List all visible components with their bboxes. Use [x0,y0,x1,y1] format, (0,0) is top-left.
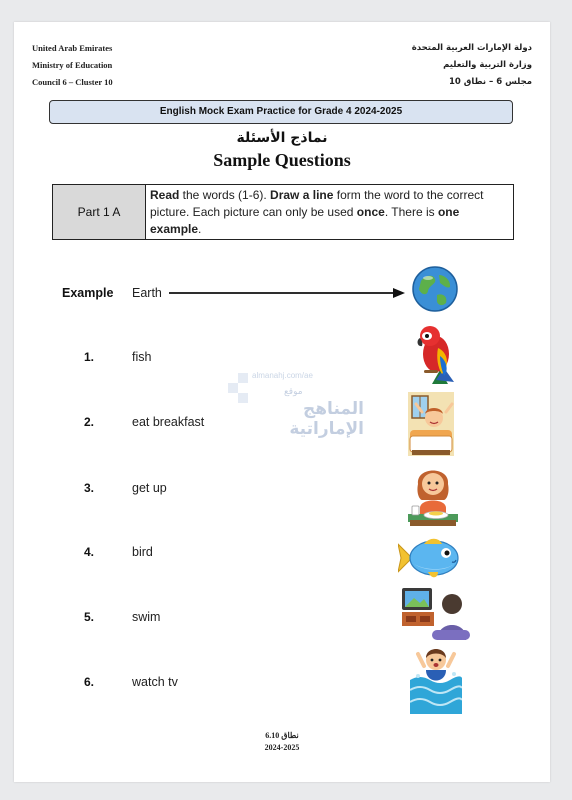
item-number: 5. [84,610,95,624]
part-label: Part 1 A [53,185,146,239]
footer-year: 2024-2025 [264,743,300,752]
example-label: Example [62,286,114,300]
item-word[interactable]: bird [132,545,153,559]
parrot-icon[interactable] [414,322,458,388]
header-ministry: Ministry of Education [32,60,113,70]
worksheet-page [14,22,550,782]
child-swimming-icon[interactable] [410,644,462,714]
header-country: United Arab Emirates [32,43,113,53]
header-left [32,40,113,91]
item-word[interactable]: get up [132,481,167,495]
watermark-line1: موقع [284,387,303,397]
instruction-seg: . There is [384,205,438,219]
instruction-seg: Draw a line [270,188,334,202]
item-word[interactable]: watch tv [132,675,178,689]
header-country-ar: دولة الإمارات العربية المتحدة [411,43,532,53]
watermark-square [228,383,238,393]
watermark-line2: المناهج الإماراتية [289,399,364,439]
header-council: Council 6 – Cluster 10 [32,77,113,87]
instruction-seg: the words (1-6). [179,188,271,202]
item-word[interactable]: fish [132,350,152,364]
exam-title-banner: English Mock Exam Practice for Grade 4 2024-2025 [49,100,513,124]
header-council-ar: مجلس 6 – نطاق 10 [449,77,532,87]
instruction-seg: one example [150,205,460,236]
item-number: 4. [84,545,95,559]
item-number: 3. [84,481,95,495]
example-word: Earth [132,286,162,300]
footer-cluster: نطاق 6.10 [265,731,299,740]
child-watching-tv-icon[interactable] [402,586,470,642]
blue-fish-icon[interactable] [398,536,462,580]
example-arrow [169,287,405,299]
instruction-seg: . [198,222,202,236]
footer [14,730,550,754]
watermark [224,367,364,437]
child-eating-breakfast-icon[interactable] [408,460,458,528]
earth-globe-icon[interactable] [411,265,459,313]
header-ministry-ar: وزارة التربية والتعليم [443,60,532,70]
watermark-url: almanahj.com/ae [252,371,313,380]
watermark-square [238,373,248,383]
instruction-box [52,184,514,240]
instruction-seg: Read [150,188,180,202]
item-number: 1. [84,350,95,364]
child-waking-up-icon[interactable] [408,392,454,456]
instruction-text [146,185,513,239]
instruction-seg: form the word to the correct picture. Each picture can only be used [150,188,484,219]
instruction-seg: once [356,205,385,219]
item-number: 2. [84,415,95,429]
item-word[interactable]: swim [132,610,161,624]
item-word[interactable]: eat breakfast [132,415,205,429]
page-title-arabic: نماذج الأسئلة [236,130,328,146]
item-number: 6. [84,675,95,689]
page-title: Sample Questions [213,150,351,170]
header-right [412,40,532,91]
